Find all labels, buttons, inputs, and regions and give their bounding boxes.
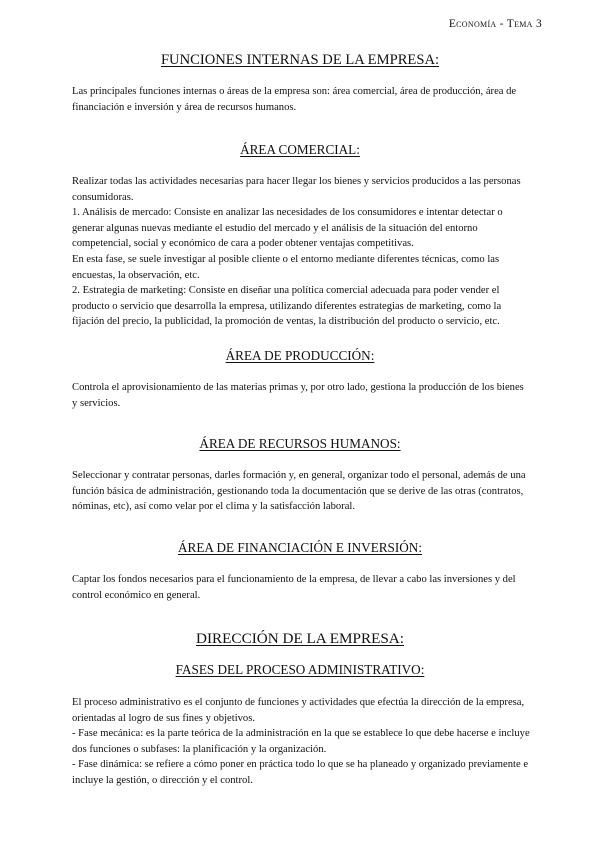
comercial-paragraph (72, 174, 530, 330)
comercial-line: 1. Análisis de mercado: Consiste en analizar las necesidades de los consumidores e intentar detectar o generar algunas nuevas mediante el estudio del mercado y el análisis de la situación del entorno competencial, social y económico de cara a poder obtener ventajas competitivas. (72, 207, 503, 250)
financiacion-paragraph (72, 572, 530, 603)
section-title-comercial: ÁREA COMERCIAL: (240, 142, 360, 157)
rrhh-paragraph (72, 468, 530, 515)
comercial-line: En esta fase, se suele investigar al posible cliente o el entorno mediante diferentes técnicas, como las encuestas, la observación, etc. (72, 253, 500, 281)
rrhh-text: Seleccionar y contratar personas, darles formación y, en general, organizar todo el personal, además de una función básica de administración, gestionando toda la documentación que se derive de las otras (contratos, nóminas, etc), así como velar por el clima y la satisfacción laboral. (72, 470, 526, 513)
section-title-direccion: DIRECCIÓN DE LA EMPRESA: (196, 630, 404, 647)
direccion-paragraph (72, 695, 530, 789)
section-title-financiacion: ÁREA DE FINANCIACIÓN E INVERSIÓN: (178, 540, 422, 555)
intro-paragraph (72, 84, 530, 115)
intro-text: Las principales funciones internas o áreas de la empresa son: área comercial, área de producción, área de financiación e inversión y área de recursos humanos. (72, 86, 517, 113)
comercial-line: Realizar todas las actividades necesarias para hacer llegar los bienes y servicios producidos a las personas consumidoras. (72, 176, 521, 203)
section-title-rrhh: ÁREA DE RECURSOS HUMANOS: (199, 436, 401, 451)
direccion-line: El proceso administrativo es el conjunto de funciones y actividades que efectúa la dirección de la empresa, orientadas al logro de sus fines y objetivos. (72, 697, 525, 724)
direccion-line: - Fase mecánica: es la parte teórica de la administración en la que se establece lo que debe hacerse e incluye dos funciones o subfases: la planificación y la organización. (72, 728, 530, 755)
produccion-paragraph (72, 380, 530, 411)
page-header: Economía - Tema 3 (448, 18, 542, 30)
comercial-line: 2. Estrategia de marketing: Consiste en diseñar una política comercial adecuada para poder vender el producto o servicio que desarrolla la empresa, utilizando diferentes estrategias de marketing, como la fijación del precio, la publicidad, la promoción de ventas, la distribución del producto o servicio, etc. (72, 285, 502, 328)
subtitle-fases: FASES DEL PROCESO ADMINISTRATIVO: (175, 662, 425, 677)
main-title: FUNCIONES INTERNAS DE LA EMPRESA: (160, 52, 440, 68)
section-title-produccion: ÁREA DE PRODUCCIÓN: (225, 348, 375, 363)
financiacion-text: Captar los fondos necesarios para el funcionamiento de la empresa, de llevar a cabo las inversiones y del control económico en general. (72, 574, 516, 601)
direccion-line: - Fase dinámica: se refiere a cómo poner en práctica todo lo que se ha planeado y organizado previamente e incluye la gestión, o dirección y el control. (72, 759, 529, 786)
produccion-text: Controla el aprovisionamiento de las materias primas y, por otro lado, gestiona la producción de los bienes y servicios. (72, 382, 524, 409)
